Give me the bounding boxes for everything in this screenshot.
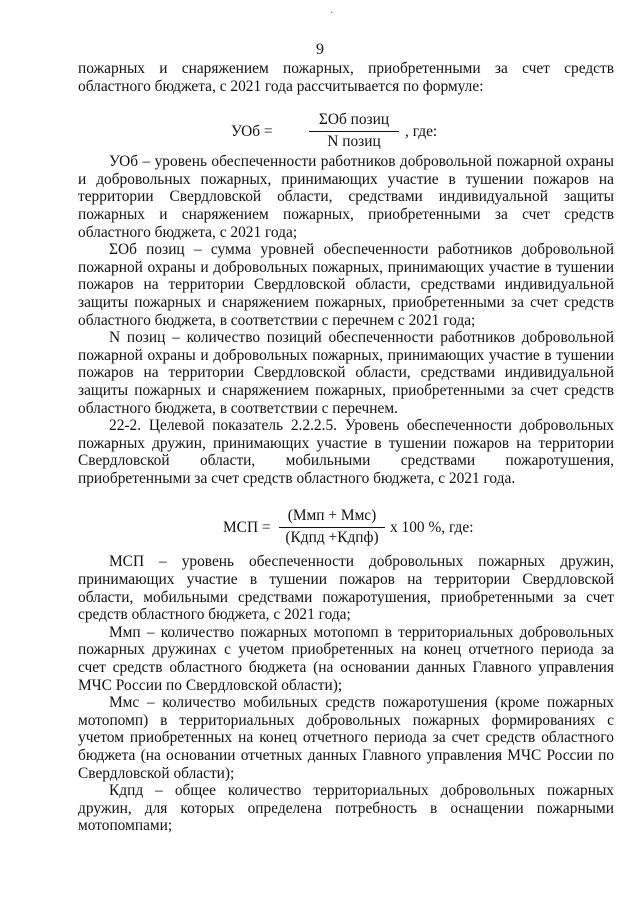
formula-msp-fraction xyxy=(279,507,385,546)
paragraph-mmp-definition: Ммп – количество пожарных мотопомп в территориальных добровольных пожарных дружинах с учетом приобретенных на конец отчетного периода за счет средств областного бюджета (на основании данных Главного управления МЧС России по Свердловской области); xyxy=(78,623,614,694)
formula-msp-lhs: МСП = xyxy=(223,519,271,537)
document-body xyxy=(78,60,614,835)
paragraph-msp-definition: МСП – уровень обеспеченности добровольных пожарных дружин, принимающих участие в тушении пожаров на территории Свердловской области, мобильными средствами пожаротушения, приобретенными за счет средств областного бюджета, с 2021 года; xyxy=(78,553,614,624)
paragraph-kdpd-definition: Кдпд – общее количество территориальных добровольных пожарных дружин, для которых определена потребность в оснащении пожарными мотопомпами; xyxy=(78,782,614,835)
paragraph-uob-definition: УОб – уровень обеспеченности работников добровольной пожарной охраны и добровольных пожарных, принимающих участие в тушении пожаров на территории Свердловской области, средствами индивидуальной защиты пожарных и снаряжением пожарных, приобретенными за счет средств областного бюджета, с 2021 года; xyxy=(78,153,614,241)
formula-uob-fraction xyxy=(309,111,399,150)
page-number: 9 xyxy=(316,41,324,58)
formula-uob-lhs: УОб = xyxy=(231,123,273,141)
page-mark: · xyxy=(330,8,334,19)
paragraph-intro: пожарных и снаряжением пожарных, приобретенными за счет средств областного бюджета, с 2021 года рассчитывается по формуле: xyxy=(78,60,614,95)
paragraph-n-definition: N позиц – количество позиций обеспеченности работников добровольной пожарной охраны и добровольных пожарных, принимающих участие в тушении пожаров на территории Свердловской области, средствами индивидуальной защиты пожарных и снаряжением пожарных, приобретенными за счет средств областного бюджета, в соответствии с перечнем. xyxy=(78,329,614,417)
paragraph-sum-definition: ΣОб позиц – сумма уровней обеспеченности работников добровольной пожарной охраны и добровольных пожарных, принимающих участие в тушении пожаров на территории Свердловской области, средствами индивидуальной защиты пожарных и снаряжением пожарных, приобретенными за счет средств областного бюджета, в соответствии с перечнем с 2021 года; xyxy=(78,241,614,329)
formula-msp-numerator: (Ммп + Ммс) xyxy=(279,507,385,528)
paragraph-mms-definition: Ммс – количество мобильных средств пожаротушения (кроме пожарных мотопомп) в территориальных добровольных пожарных формированиях с учетом приобретенных на конец отчетного периода за счет средств областного бюджета (на основании отчетных данных Главного управления МЧС России по Свердловской области); xyxy=(78,694,614,782)
formula-msp-tail: x 100 %, где: xyxy=(390,519,474,537)
formula-uob xyxy=(78,95,614,153)
formula-msp-denominator: (Кдпд +Кдпф) xyxy=(285,529,379,547)
paragraph-target-indicator: 22-2. Целевой показатель 2.2.2.5. Уровень обеспеченности добровольных пожарных дружин, принимающих участие в тушении пожаров на территории Свердловской области, мобильными средствами пожаротушения, приобретенными за счет средств областного бюджета, с 2021 года. xyxy=(78,417,614,487)
formula-uob-tail: , где: xyxy=(405,123,438,141)
formula-uob-denominator: N позиц xyxy=(327,132,381,150)
formula-msp xyxy=(78,487,614,553)
formula-uob-numerator: ΣОб позиц xyxy=(309,111,399,132)
